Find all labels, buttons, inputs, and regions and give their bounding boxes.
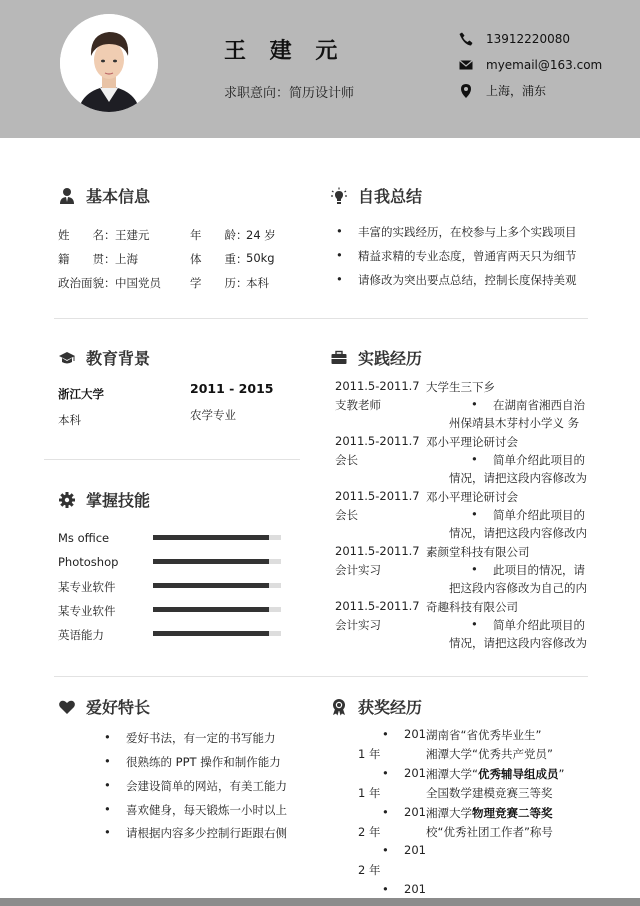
practice-detail: • 简单介绍此项目的 — [493, 507, 585, 523]
award-text: 湘潭大学“优秀共产党员” — [426, 747, 553, 761]
candidate-name: 王 建 元 — [224, 39, 346, 64]
summary-item: • 精益求精的专业态度，曾通宵两天只为细节 — [358, 248, 577, 264]
section-basic-info — [58, 184, 150, 207]
skill-name: 某专业软件 — [58, 580, 116, 594]
award-year-prefix: • 201 — [404, 882, 426, 896]
contact-phone — [458, 31, 570, 47]
section-title: 基本信息 — [86, 187, 151, 206]
award-year-prefix: • 201 — [404, 766, 426, 780]
practice-detail: 把这段内容修改为自己的内 — [449, 581, 587, 595]
award-text: 湘潭大学“ — [426, 767, 478, 781]
gear-icon — [58, 491, 76, 509]
award-line — [426, 766, 564, 782]
email-text: myemail@163.com — [486, 58, 603, 72]
award-year-suffix: 2 年 — [358, 825, 381, 839]
practice-date: 2011.5-2011.7 — [335, 434, 420, 448]
skill-bar-track — [153, 607, 281, 612]
mail-icon — [458, 57, 474, 73]
basic-value: 50kg — [246, 251, 275, 265]
user-icon — [58, 187, 76, 205]
award-line — [426, 824, 553, 840]
award-line — [426, 785, 553, 801]
practice-role: 支教老师 — [335, 398, 381, 412]
basic-key: 年 龄： — [190, 228, 248, 242]
practice-detail: 情况，请把这段内容修改为 — [449, 636, 587, 650]
practice-date: 2011.5-2011.7 — [335, 599, 420, 613]
basic-key: 体 重： — [190, 252, 248, 266]
header-band — [0, 0, 640, 138]
hobby-item: • 爱好书法，有一定的书写能力 — [126, 730, 276, 746]
section-skills — [58, 488, 150, 511]
heart-icon — [58, 698, 76, 716]
award-text: 校“优秀社团工作者”称号 — [426, 825, 553, 839]
summary-item: • 请修改为突出要点总结，控制长度保持美观 — [358, 272, 577, 288]
practice-org: 邓小平理论研讨会 — [426, 490, 518, 504]
hobby-item: • 喜欢健身，每天锻炼一小时以上 — [126, 802, 287, 818]
practice-org: 邓小平理论研讨会 — [426, 435, 518, 449]
hobby-item: • 请根据内容多少控制行距跟右侧 — [126, 825, 287, 841]
major: 农学专业 — [190, 408, 236, 422]
skill-bar-track — [153, 535, 281, 540]
graduation-cap-icon — [58, 349, 76, 367]
award-year-suffix: 1 年 — [358, 786, 381, 800]
basic-key: 姓 名： — [58, 228, 116, 242]
award-line — [426, 746, 553, 762]
practice-role: 会计实习 — [335, 618, 381, 632]
medal-icon — [330, 698, 348, 716]
section-awards — [330, 695, 422, 718]
section-title: 获奖经历 — [358, 698, 423, 717]
skill-bar-track — [153, 631, 281, 636]
award-year-prefix: • 201 — [404, 843, 426, 857]
practice-detail: • 此项目的情况，请 — [493, 562, 585, 578]
contact-email — [458, 57, 602, 73]
award-text: 全国数学建模竞赛三等奖 — [426, 786, 553, 800]
skill-name: Photoshop — [58, 555, 119, 569]
section-title: 实践经历 — [358, 349, 423, 368]
job-intent — [224, 82, 354, 101]
practice-date: 2011.5-2011.7 — [335, 489, 420, 503]
practice-detail: 情况，请把这段内容修改内 — [449, 526, 587, 540]
avatar — [60, 14, 158, 112]
practice-role: 会长 — [335, 508, 358, 522]
skill-bar-fill — [153, 631, 269, 636]
basic-key: 学 历： — [190, 276, 248, 290]
section-hobbies — [58, 695, 150, 718]
divider — [54, 676, 588, 677]
award-year-prefix: • 201 — [404, 727, 426, 741]
practice-date: 2011.5-2011.7 — [335, 544, 420, 558]
hobby-item: • 会建设简单的网站，有美工能力 — [126, 778, 287, 794]
location-pin-icon — [458, 83, 474, 99]
section-education — [58, 346, 150, 369]
practice-role: 会计实习 — [335, 563, 381, 577]
basic-key: 政治面貌： — [58, 276, 116, 290]
summary-item: • 丰富的实践经历，在校参与上多个实践项目 — [358, 224, 577, 240]
skill-bar-fill — [153, 559, 269, 564]
basic-value: 24 岁 — [246, 228, 276, 242]
award-text: ” — [558, 767, 565, 781]
phone-text: 13912220080 — [486, 32, 570, 46]
award-highlight: 优秀辅导组成员 — [477, 767, 559, 781]
practice-org: 大学生三下乡 — [426, 380, 495, 394]
contact-location — [458, 82, 546, 99]
practice-detail: 情况，请把这段内容修改为 — [449, 471, 587, 485]
basic-value: 中国党员 — [115, 276, 161, 290]
phone-icon — [458, 31, 474, 47]
award-highlight: 物理竞赛二等奖 — [472, 806, 553, 820]
practice-org: 奇趣科技有限公司 — [426, 600, 518, 614]
divider — [54, 318, 588, 319]
skill-bar-track — [153, 583, 281, 588]
degree: 本科 — [58, 413, 81, 427]
hobby-item: • 很熟练的 PPT 操作和制作能力 — [126, 754, 281, 770]
practice-detail: • 简单介绍此项目的 — [493, 617, 585, 633]
school-name: 浙江大学 — [58, 387, 104, 401]
basic-key: 籍 贯： — [58, 252, 116, 266]
skill-bar-fill — [153, 607, 269, 612]
practice-org: 素颜堂科技有限公司 — [426, 545, 530, 559]
award-text: 湘潭大学 — [426, 806, 472, 820]
section-title: 自我总结 — [358, 187, 423, 206]
skill-bar-fill — [153, 535, 269, 540]
briefcase-icon — [330, 349, 348, 367]
practice-date: 2011.5-2011.7 — [335, 379, 420, 393]
practice-role: 会长 — [335, 453, 358, 467]
skill-bar-fill — [153, 583, 269, 588]
job-intent-value: 简历设计师 — [289, 86, 355, 101]
practice-detail: 州保靖县木芽村小学义 务 — [449, 416, 580, 430]
footer-bar — [0, 898, 640, 906]
basic-value: 王建元 — [115, 228, 150, 242]
award-line — [426, 805, 553, 821]
divider — [44, 459, 300, 460]
skill-bar-track — [153, 559, 281, 564]
section-title: 教育背景 — [86, 349, 151, 368]
practice-detail: • 简单介绍此项目的 — [493, 452, 585, 468]
basic-value: 本科 — [246, 276, 269, 290]
award-year-suffix: 1 年 — [358, 747, 381, 761]
skill-name: Ms office — [58, 531, 110, 545]
job-intent-label: 求职意向： — [224, 86, 290, 101]
portrait-photo — [60, 14, 158, 112]
section-summary — [330, 184, 422, 207]
section-title: 掌握技能 — [86, 491, 151, 510]
lightbulb-icon — [330, 187, 348, 205]
award-year-suffix: 2 年 — [358, 863, 381, 877]
award-text: 湖南省“省优秀毕业生” — [426, 728, 542, 742]
location-text: 上海，浦东 — [486, 84, 547, 98]
education-years: 2011 - 2015 — [190, 381, 274, 396]
award-line — [426, 727, 541, 743]
skill-name: 英语能力 — [58, 628, 104, 642]
section-practice — [330, 346, 422, 369]
section-title: 爱好特长 — [86, 698, 151, 717]
basic-value: 上海 — [115, 252, 138, 266]
skill-name: 某专业软件 — [58, 604, 116, 618]
award-year-prefix: • 201 — [404, 805, 426, 819]
practice-detail: • 在湖南省湘西自治 — [493, 397, 585, 413]
